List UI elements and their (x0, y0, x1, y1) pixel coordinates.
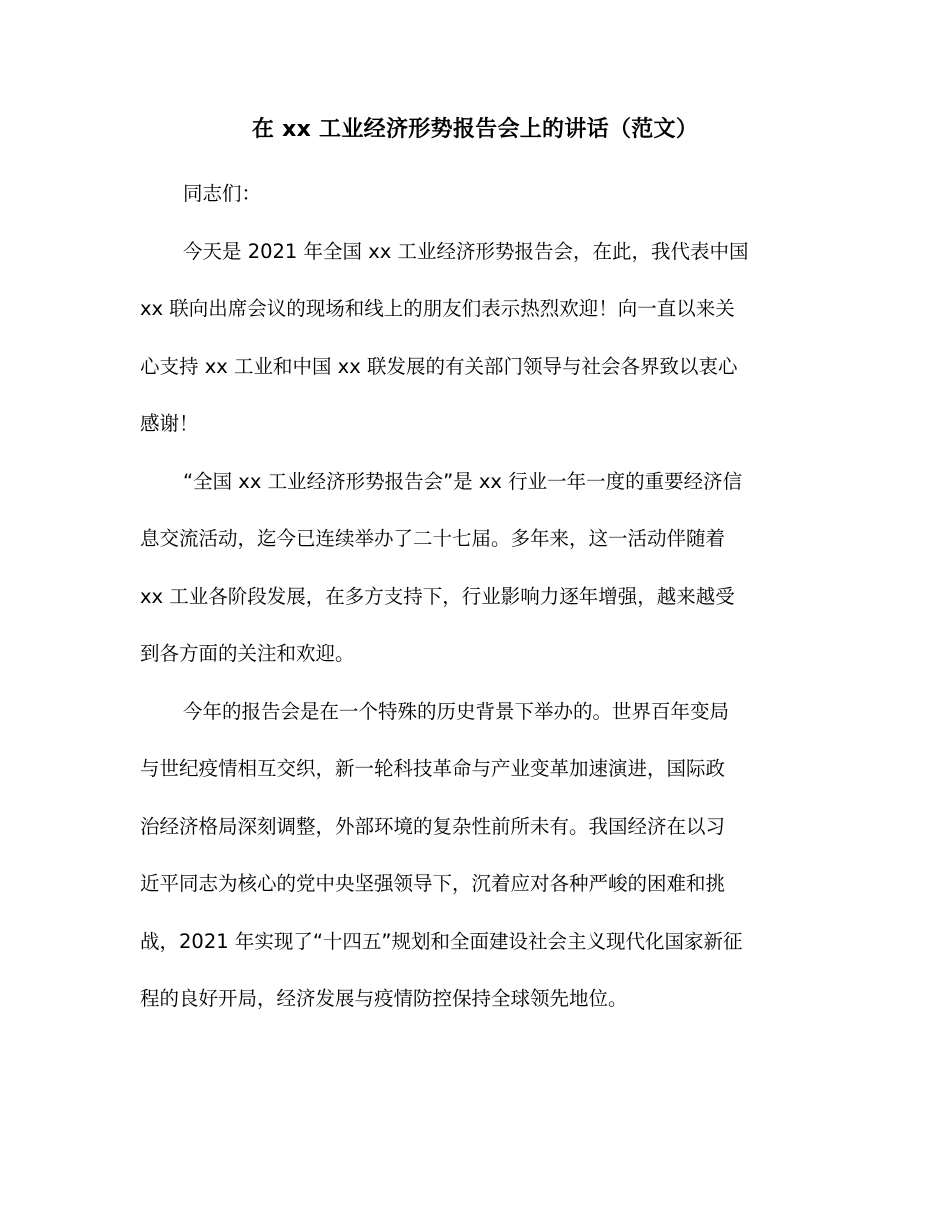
paragraph-line: xx 联向出席会议的现场和线上的朋友们表示热烈欢迎！向一直以来关 (140, 297, 735, 320)
paragraph-line: 今天是 2021 年全国 xx 工业经济形势报告会，在此，我代表中国 (183, 239, 749, 263)
paragraph-line: 战，2021 年实现了“十四五”规划和全面建设社会主义现代化国家新征 (140, 929, 743, 953)
paragraph-line: 近平同志为核心的党中央坚强领导下，沉着应对各种严峻的困难和挑 (140, 872, 726, 895)
paragraph-line: “全国 xx 工业经济形势报告会”是 xx 行业一年一度的重要经济信 (183, 469, 743, 493)
document-body (140, 165, 820, 1028)
salutation-paragraph (140, 165, 820, 223)
paragraph-line: 息交流活动，迄今已连续举办了二十七届。多年来，这一活动伴随着 (140, 527, 726, 550)
paragraph-line: 感谢！ (140, 412, 199, 435)
paragraph-line: 今年的报告会是在一个特殊的历史背景下举办的。世界百年变局 (183, 699, 730, 723)
paragraph-line: 程的良好开局，经济发展与疫情防控保持全球领先地位。 (140, 987, 628, 1010)
paragraph-line: 治经济格局深刻调整，外部环境的复杂性前所未有。我国经济在以习 (140, 814, 726, 838)
paragraph-line: 与世纪疫情相互交织，新一轮科技革命与产业变革加速演进，国际政 (140, 757, 726, 780)
paragraph-1 (140, 223, 820, 453)
paragraph-2 (140, 453, 820, 683)
paragraph-line: 到各方面的关注和欢迎。 (140, 642, 355, 665)
salutation: 同志们： (183, 182, 262, 205)
paragraph-line: 心支持 xx 工业和中国 xx 联发展的有关部门领导与社会各界致以衷心 (140, 354, 738, 378)
document-title: 在 xx 工业经济形势报告会上的讲话（范文） (251, 117, 699, 142)
paragraph-3 (140, 683, 820, 1028)
paragraph-line: xx 工业各阶段发展，在多方支持下，行业影响力逐年增强，越来越受 (140, 584, 735, 608)
